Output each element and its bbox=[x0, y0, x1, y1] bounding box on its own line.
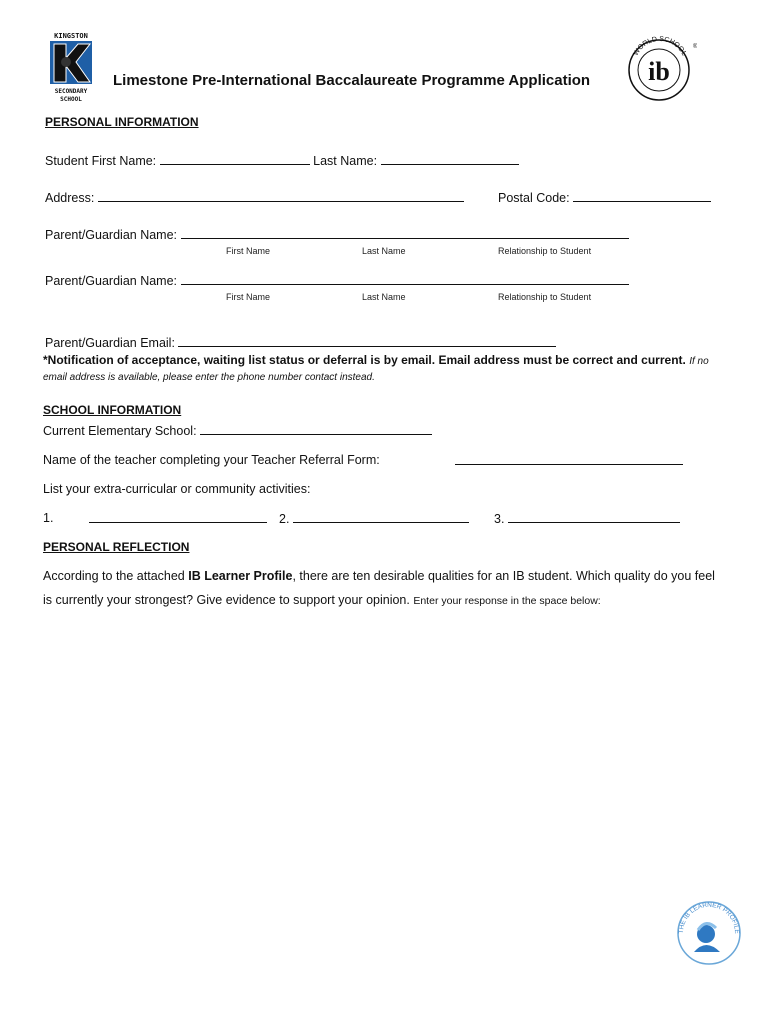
reflection-response-area[interactable] bbox=[43, 620, 733, 890]
sub-last-name-2: Last Name bbox=[362, 292, 406, 302]
first-name-field[interactable] bbox=[160, 153, 310, 165]
last-name-field[interactable] bbox=[381, 153, 519, 165]
student-first-name-row bbox=[45, 153, 519, 168]
postal-code-field[interactable] bbox=[573, 190, 711, 202]
activity-2-number: 2. bbox=[279, 512, 290, 526]
guardian-name-field-2[interactable] bbox=[181, 273, 629, 285]
page-title: Limestone Pre-International Baccalaureate Programme Application bbox=[113, 72, 591, 89]
teacher-row bbox=[455, 453, 683, 468]
activity-2-row bbox=[279, 511, 469, 526]
logo-k-bottom1: SECONDARY bbox=[54, 88, 88, 95]
kingston-logo bbox=[44, 30, 98, 104]
notification-notice bbox=[43, 353, 709, 367]
notice-bold-text: *Notification of acceptance, waiting list status or deferral is by email. Email address must be correct and current. bbox=[43, 353, 686, 367]
activity-3-row bbox=[494, 511, 680, 526]
sub-relationship-1: Relationship to Student bbox=[498, 246, 592, 256]
current-school-row bbox=[43, 423, 432, 438]
lp-ring-text: THE IB LEARNER PROFILE bbox=[677, 901, 741, 934]
guardian-name-row-1 bbox=[45, 227, 629, 242]
svg-text:®: ® bbox=[693, 44, 697, 50]
activity-3-number: 3. bbox=[494, 512, 505, 526]
logo-k-bottom2: SCHOOL bbox=[60, 96, 82, 103]
postal-code-label: Postal Code: bbox=[498, 191, 570, 205]
sub-first-name-2: First Name bbox=[226, 292, 271, 302]
activity-1-field[interactable] bbox=[89, 511, 267, 523]
ib-learner-profile-text: IB Learner Profile bbox=[188, 569, 293, 583]
sub-last-name-1: Last Name bbox=[362, 246, 406, 256]
ib-learner-profile-logo bbox=[676, 900, 742, 966]
address-label: Address: bbox=[45, 191, 95, 205]
activities-label: List your extra-curricular or community activities: bbox=[43, 482, 311, 496]
school-information-heading: SCHOOL INFORMATION bbox=[43, 403, 182, 417]
address-row bbox=[45, 190, 464, 205]
teacher-name-field[interactable] bbox=[455, 453, 683, 465]
current-school-field[interactable] bbox=[200, 423, 432, 435]
reflection-line-2: is currently your strongest? Give evidence to support your opinion. bbox=[43, 593, 410, 607]
last-name-label: Last Name: bbox=[313, 154, 378, 168]
teacher-label: Name of the teacher completing your Teacher Referral Form: bbox=[43, 453, 380, 467]
guardian-email-label: Parent/Guardian Email: bbox=[45, 336, 175, 350]
guardian-email-row bbox=[45, 335, 556, 350]
svg-text:WORLD SCHOOL bbox=[633, 36, 688, 57]
sub-relationship-2: Relationship to Student bbox=[498, 292, 592, 302]
ib-ring-text: WORLD SCHOOL bbox=[632, 36, 688, 57]
notice-italic-text-1: If no bbox=[689, 356, 709, 367]
notice-italic-text-2: email address is available, please enter the phone number contact instead. bbox=[43, 372, 375, 383]
guardian-email-field[interactable] bbox=[178, 335, 556, 347]
activity-1-row bbox=[89, 511, 267, 526]
address-field[interactable] bbox=[98, 190, 464, 202]
sub-first-name-1: First Name bbox=[226, 246, 271, 256]
reflection-instruction: Enter your response in the space below: bbox=[413, 595, 601, 607]
current-school-label: Current Elementary School: bbox=[43, 424, 197, 438]
activity-1-number: 1. bbox=[43, 511, 54, 525]
personal-information-heading: PERSONAL INFORMATION bbox=[45, 115, 199, 129]
activity-3-field[interactable] bbox=[508, 511, 680, 523]
first-name-label: Student First Name: bbox=[45, 154, 157, 168]
logo-k-top-text: KINGSTON bbox=[54, 32, 88, 40]
postal-code-row bbox=[498, 190, 711, 205]
reflection-prompt-line-1 bbox=[43, 569, 715, 583]
guardian-name-label: Parent/Guardian Name: bbox=[45, 274, 178, 288]
reflection-post: , there are ten desirable qualities for an IB student. Which quality do you feel bbox=[292, 569, 715, 583]
guardian-name-field-1[interactable] bbox=[181, 227, 629, 239]
reflection-prompt-line-2 bbox=[43, 593, 601, 607]
reflection-pre: According to the attached bbox=[43, 569, 185, 583]
personal-reflection-heading: PERSONAL REFLECTION bbox=[43, 540, 190, 554]
guardian-name-label: Parent/Guardian Name: bbox=[45, 228, 178, 242]
guardian-name-row-2 bbox=[45, 273, 629, 288]
ib-mark: ib bbox=[648, 57, 670, 86]
activity-2-field[interactable] bbox=[293, 511, 469, 523]
ib-world-school-logo bbox=[623, 36, 697, 102]
